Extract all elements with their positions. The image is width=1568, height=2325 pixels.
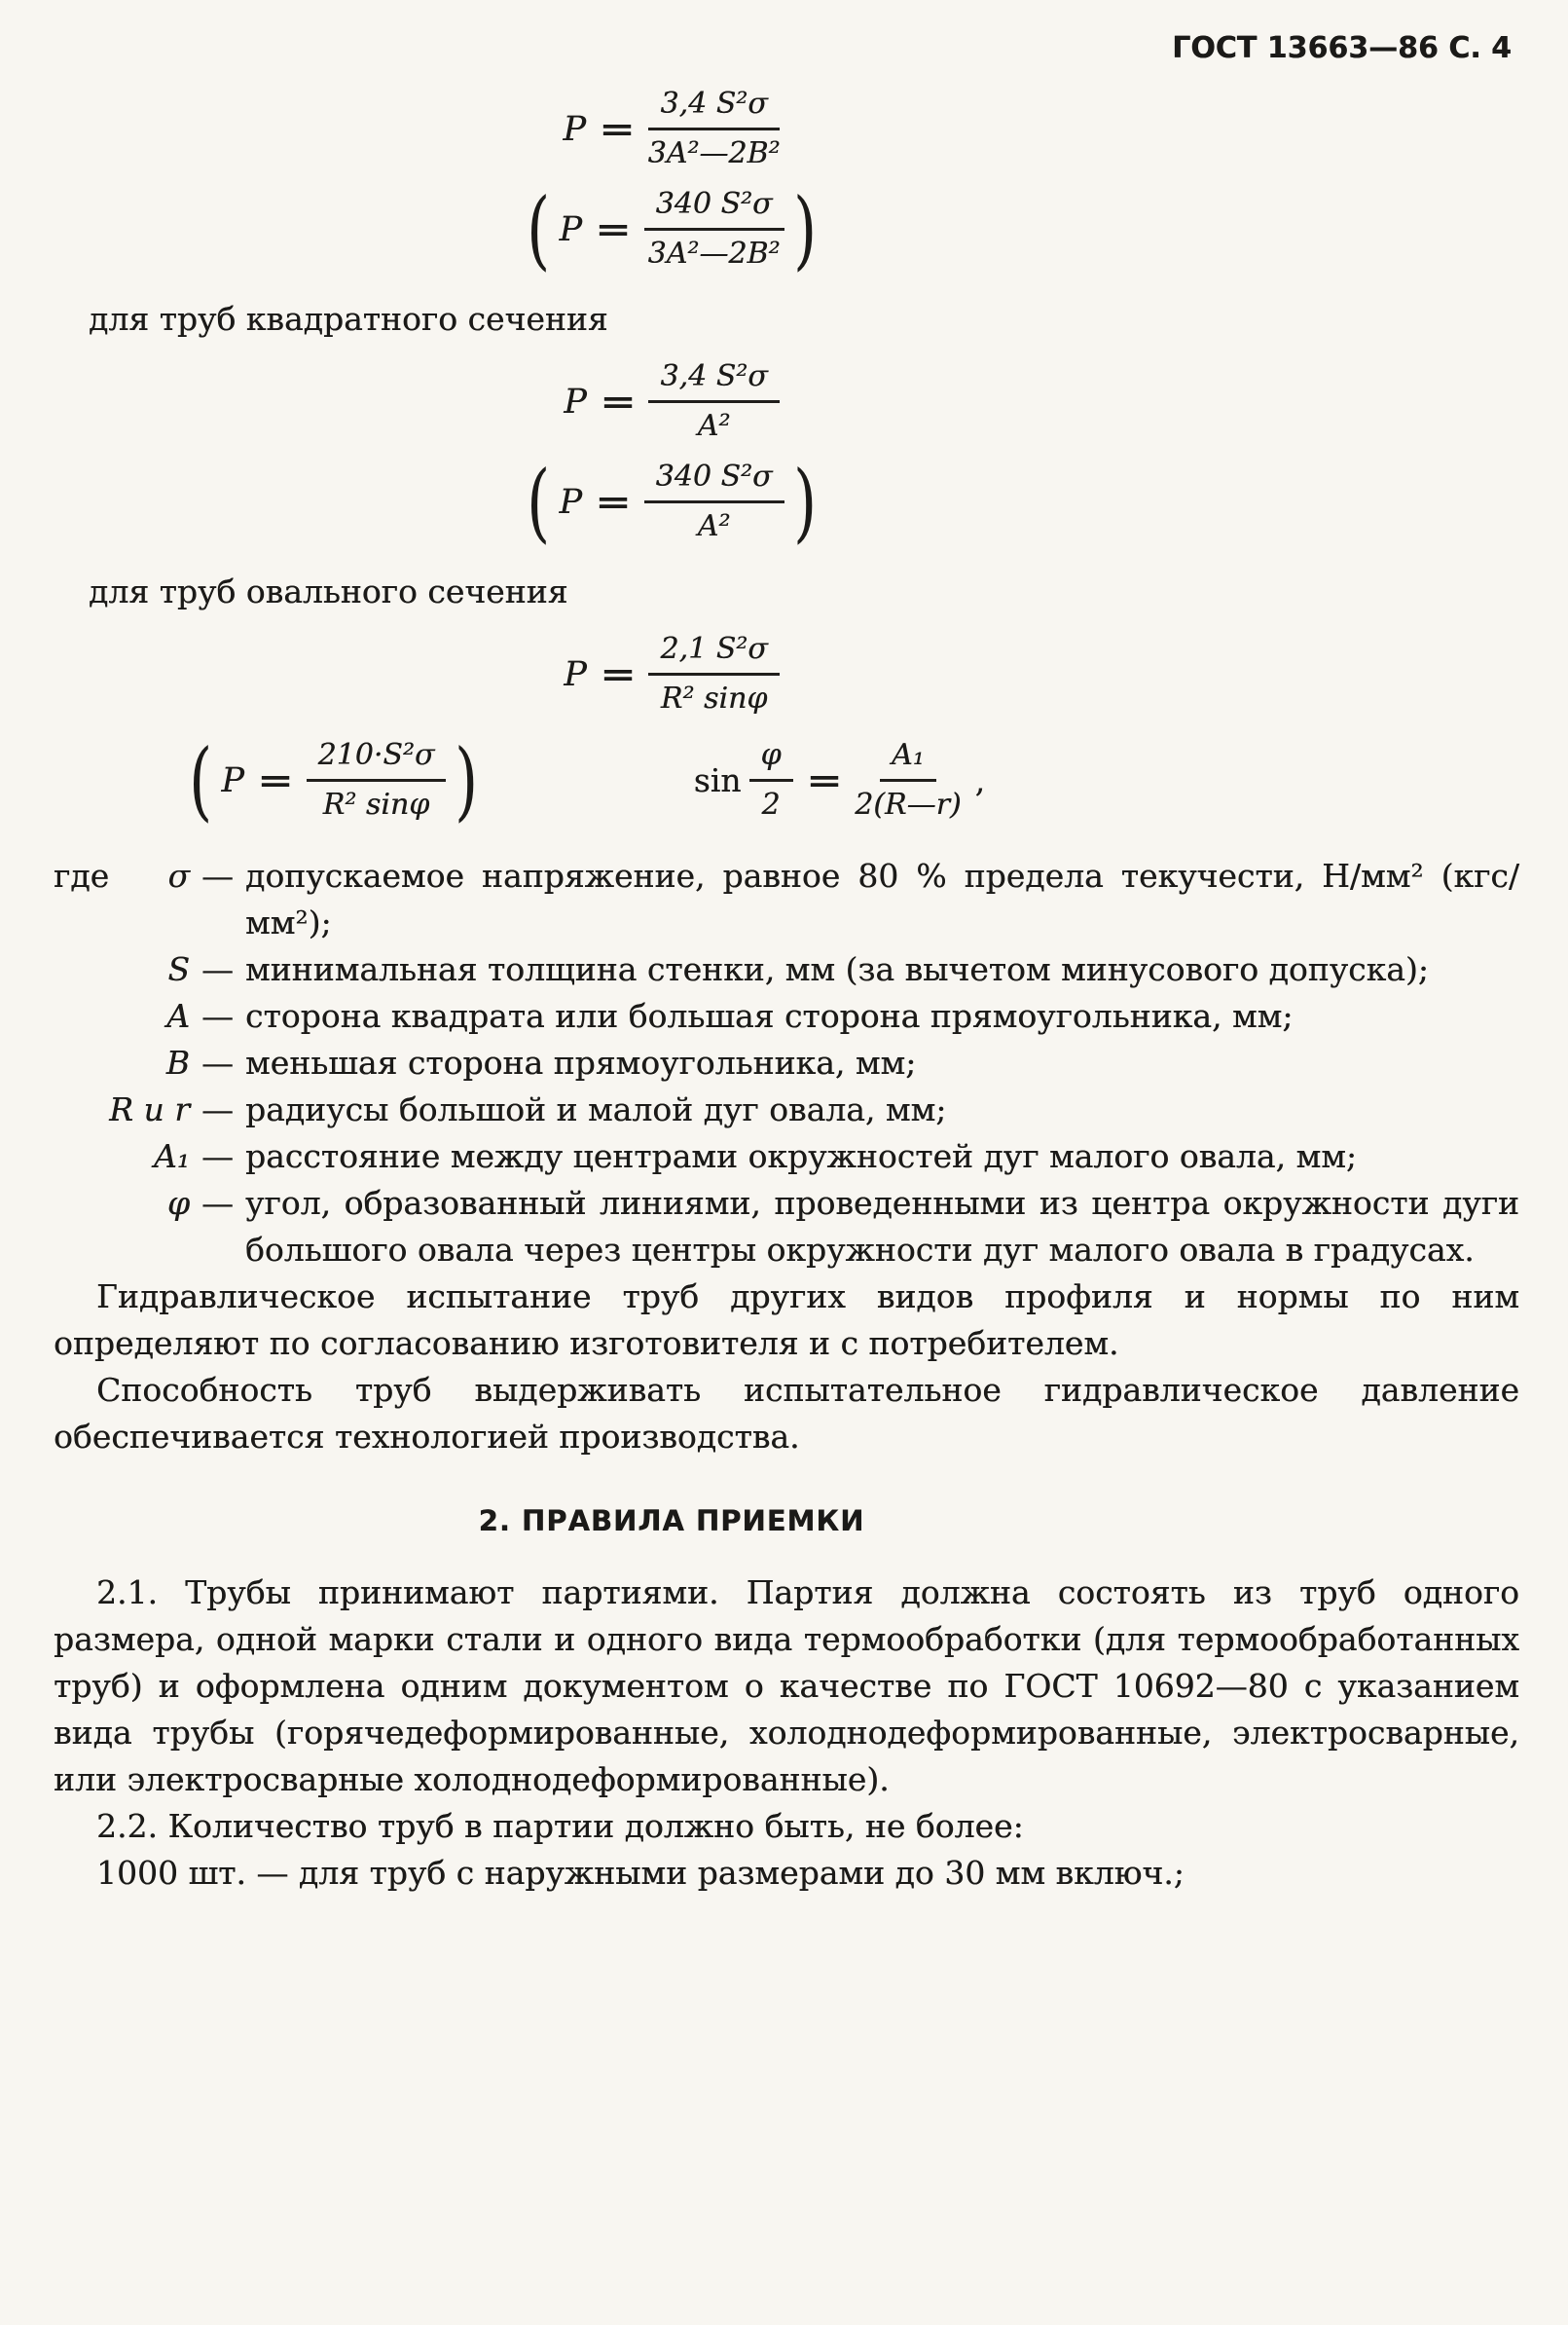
definitions-lead-spacer (54, 946, 106, 993)
equals-sign: = (599, 654, 637, 693)
definitions-lead-spacer (54, 1040, 106, 1087)
definitions-lead-spacer (54, 1180, 106, 1273)
paragraph-batch-limit: 1000 шт. — для труб с наружными размерами до 30 мм включ.; (96, 1854, 1185, 1892)
definition-row-phi (54, 1180, 1519, 1273)
fraction-denominator: 2 (761, 788, 781, 822)
label-oval-section: для труб овального сечения (89, 572, 568, 610)
formula-square-main-math (564, 358, 780, 445)
formula-rect-main (54, 86, 1290, 172)
definition-row-b (54, 1040, 1519, 1087)
label-square-section: для труб квадратного сечения (89, 300, 608, 338)
formula-oval-row (54, 729, 1290, 830)
definition-term: A (166, 997, 190, 1035)
fraction-denominator: 3A²—2B² (647, 237, 781, 271)
paragraph-2-2: 2.2. Количество труб в партии должно быть, не более: (96, 1807, 1024, 1845)
fraction (648, 86, 781, 172)
formula-rect-alt-math (518, 178, 825, 279)
paragraph-ability: Способность труб выдерживать испытательное гидравлическое давление обеспечивается технологией производства. (54, 1371, 1519, 1456)
formula-square-alt-math (518, 451, 825, 552)
definitions-lead: где (54, 857, 110, 895)
equals-sign: = (595, 209, 632, 248)
open-paren: ( (527, 451, 551, 552)
formula-lhs: P (559, 482, 583, 522)
section2-heading: 2. ПРАВИЛА ПРИЕМКИ (478, 1504, 865, 1537)
definition-dash: — (201, 1090, 234, 1128)
paragraph-2-1: 2.1. Трубы принимают партиями. Партия должна состоять из труб одного размера, одной марки стали и одного вида термообработки (для термообработанных труб) и оформлена одним документом о качестве по ГОСТ 10692—80 с указанием вида трубы (горячедеформированные, холоднодеформированные, электросварные, или электросварные холоднодеформированные). (54, 1573, 1519, 1798)
formula-rect-alt (54, 178, 1290, 279)
definition-dash: — (201, 950, 234, 988)
definition-term: R и r (109, 1090, 190, 1128)
fraction-denominator: R² sinφ (322, 788, 430, 822)
definition-term: A₁ (153, 1137, 190, 1175)
fraction-numerator: 2,1 S²σ (648, 631, 779, 676)
formula-oval-main-math (564, 631, 780, 718)
definition-text: расстояние между центрами окружностей дуг малого овала, мм; (245, 1137, 1357, 1175)
fraction-denominator: A² (697, 409, 731, 443)
formula-lhs: P (564, 654, 587, 694)
formula-lhs: P (559, 209, 583, 249)
formula-lhs: P (221, 760, 244, 800)
formula-sin-relation (694, 737, 985, 824)
fraction (644, 186, 784, 273)
equals-sign: = (599, 382, 637, 421)
definition-row-s (54, 946, 1519, 993)
formula-oval-main (54, 631, 1290, 718)
definition-row-a1 (54, 1133, 1519, 1180)
definition-row-sigma (54, 853, 1519, 946)
definition-text: допускаемое напряжение, равное 80 % предела текучести, Н/мм² (кгс/мм²); (245, 857, 1519, 941)
definition-text: минимальная толщина стенки, мм (за вычетом минусового допуска); (245, 950, 1429, 988)
close-paren: ) (792, 178, 817, 279)
fraction-denominator: 3A²—2B² (647, 136, 781, 170)
fraction (644, 459, 784, 545)
definition-text: радиусы большой и малой дуг овала, мм; (245, 1090, 947, 1128)
comma: , (974, 760, 986, 799)
definition-term: B (165, 1044, 190, 1082)
page-header (54, 25, 1519, 72)
definitions-lead-spacer (54, 1087, 106, 1133)
definition-text: сторона квадрата или большая сторона прямоугольника, мм; (245, 997, 1294, 1035)
definition-text: угол, образованный линиями, проведенными из центра окружности дуги большого овала через центры окружности дуг малого овала в градусах. (245, 1184, 1519, 1269)
definition-term: φ (166, 1184, 190, 1222)
definitions-lead-spacer (54, 1133, 106, 1180)
fraction-denominator: R² sinφ (660, 682, 768, 716)
definitions-lead-spacer (54, 993, 106, 1040)
definition-dash: — (201, 857, 234, 895)
definition-term: S (167, 950, 190, 988)
fraction (307, 737, 447, 824)
definition-dash: — (201, 997, 234, 1035)
doc-number: ГОСТ 13663—86 С. 4 (1172, 31, 1512, 65)
fraction-numerator: 3,4 S²σ (648, 358, 779, 403)
equals-sign: = (805, 760, 843, 799)
formula-square-main (54, 358, 1290, 445)
equals-sign: = (257, 760, 294, 799)
fraction-numerator: φ (749, 737, 793, 782)
formula-lhs: P (564, 382, 587, 422)
close-paren: ) (455, 729, 479, 830)
definition-text: меньшая сторона прямоугольника, мм; (245, 1044, 917, 1082)
open-paren: ( (527, 178, 551, 279)
fraction-denominator: A² (697, 509, 731, 543)
formula-oval-alt (180, 729, 488, 830)
formula-square-alt (54, 451, 1290, 552)
fraction-numerator: A₁ (880, 737, 936, 782)
definitions-list (54, 853, 1519, 1273)
fraction-numerator: 210·S²σ (307, 737, 447, 782)
fraction (648, 631, 779, 718)
formulas-block (54, 86, 1290, 830)
definition-row-r (54, 1087, 1519, 1133)
formula-rect-main-math (563, 86, 780, 172)
fraction-numerator: 340 S²σ (644, 459, 784, 503)
sin-function: sin (693, 760, 742, 799)
close-paren: ) (792, 451, 817, 552)
fraction-numerator: 340 S²σ (644, 186, 784, 231)
open-paren: ( (189, 729, 213, 830)
fraction (648, 358, 779, 445)
formula-lhs: P (563, 109, 586, 149)
equals-sign: = (595, 482, 632, 521)
fraction-denominator: 2(R—r) (855, 788, 962, 822)
fraction-numerator: 3,4 S²σ (648, 86, 779, 130)
equals-sign: = (599, 109, 636, 148)
fraction (855, 737, 961, 824)
definition-dash: — (201, 1044, 234, 1082)
definition-term: σ (167, 857, 190, 895)
paragraph-hydraulic-test: Гидравлическое испытание труб других видов профиля и нормы по ним определяют по согласованию изготовителя и с потребителем. (54, 1277, 1519, 1362)
definition-dash: — (201, 1184, 234, 1222)
definition-row-a (54, 993, 1519, 1040)
definition-dash: — (201, 1137, 234, 1175)
